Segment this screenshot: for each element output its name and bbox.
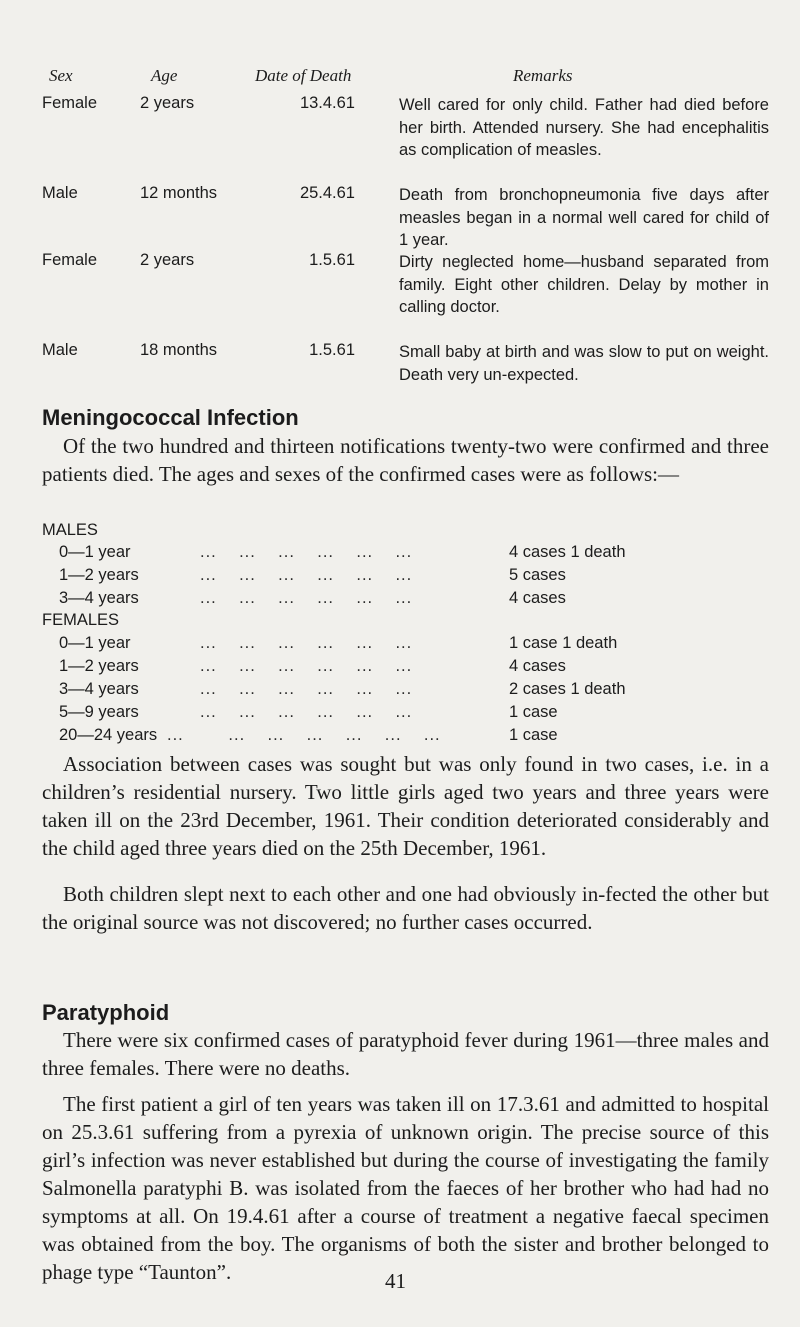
deaths-table-header — [0, 66, 800, 90]
cell-remarks: Death from bronchopneumonia five days after measles began in a normal well cared for child of 1 year. — [399, 186, 769, 249]
males-label: MALES — [42, 521, 98, 539]
cell-remarks: Dirty neglected home—husband separated from family. Eight other children. Delay by mother in calling doctor. — [399, 253, 769, 316]
leader-dots: ... ... ... ... ... ... — [200, 657, 413, 675]
header-sex: Sex — [49, 66, 73, 85]
leader-dots: ... ... ... ... ... ... ... — [167, 726, 441, 744]
case-row — [0, 589, 800, 611]
leader-dots: ... ... ... ... ... ... — [200, 680, 413, 698]
meningococcal-paragraph-2: Both children slept next to each other and one had obviously in-fected the other but the original source was not discovered; no further cases occurred. — [42, 882, 769, 934]
females-label: FEMALES — [42, 611, 120, 629]
paratyphoid-paragraph-1: There were six confirmed cases of paratyphoid fever during 1961—three males and three females. There were no deaths. — [42, 1028, 769, 1080]
section-heading-paratyphoid: Paratyphoid — [42, 1000, 170, 1025]
page-number: 41 — [385, 1269, 406, 1293]
case-age: 3—4 years — [59, 589, 139, 607]
cell-age: 12 months — [140, 184, 218, 202]
leader-dots: ... ... ... ... ... ... — [200, 566, 413, 584]
case-result: 4 cases 1 death — [509, 543, 626, 561]
cell-age: 18 months — [140, 341, 218, 359]
case-age: 0—1 year — [59, 543, 131, 561]
case-result: 5 cases — [509, 566, 566, 584]
header-date: Date of Death — [255, 66, 352, 85]
leader-dots: ... ... ... ... ... ... — [200, 634, 413, 652]
header-age: Age — [151, 66, 178, 85]
case-result: 4 cases — [509, 589, 566, 607]
cell-sex: Female — [42, 94, 98, 112]
case-age: 0—1 year — [59, 634, 131, 652]
header-remarks: Remarks — [513, 66, 573, 85]
cell-date: 25.4.61 — [299, 184, 355, 202]
case-result: 1 case — [509, 726, 558, 744]
case-row — [0, 657, 800, 679]
case-result: 2 cases 1 death — [509, 680, 626, 698]
cell-date: 1.5.61 — [309, 341, 355, 359]
case-row — [0, 680, 800, 702]
section-heading-meningococcal: Meningococcal Infection — [42, 405, 299, 430]
cell-sex: Female — [42, 251, 98, 269]
leader-dots: ... ... ... ... ... ... — [200, 589, 413, 607]
cell-remarks: Well cared for only child. Father had died before her birth. Attended nursery. She had encephalitis as complication of measles. — [399, 96, 769, 159]
cell-sex: Male — [42, 184, 78, 202]
case-result: 1 case — [509, 703, 558, 721]
leader-dots: ... ... ... ... ... ... — [200, 703, 413, 721]
case-row — [0, 566, 800, 588]
cell-remarks: Small baby at birth and was slow to put on weight. Death very un-expected. — [399, 343, 769, 384]
cell-sex: Male — [42, 341, 78, 359]
cell-age: 2 years — [140, 94, 195, 112]
meningococcal-paragraph-1: Association between cases was sought but was only found in two cases, i.e. in a children’s residential nursery. Two little girls aged two years and three years were taken ill on the 23rd December, 1961. Their condition deteriorated considerably and the child aged three years died on the 25th December, 1961. — [42, 752, 769, 860]
case-row — [0, 543, 800, 565]
case-age: 20—24 years — [59, 726, 158, 744]
case-age: 3—4 years — [59, 680, 139, 698]
case-age: 1—2 years — [59, 657, 139, 675]
case-row — [0, 703, 800, 725]
case-result: 1 case 1 death — [509, 634, 618, 652]
case-age: 5—9 years — [59, 703, 139, 721]
paratyphoid-paragraph-2: The first patient a girl of ten years was taken ill on 17.3.61 and admitted to hospital on 25.3.61 suffering from a pyrexia of unknown origin. The precise source of this girl’s infection was never established but during the course of investigating the family Salmonella paratyphi B. was isolated from the faeces of her brother who had had no symptoms at all. On 19.4.61 after a course of treatment a negative faecal specimen was obtained from the boy. The organisms of both the sister and brother belonged to phage type “Taunton”. — [42, 1092, 769, 1284]
leader-dots: ... ... ... ... ... ... — [200, 543, 413, 561]
cell-date: 13.4.61 — [299, 94, 355, 112]
cell-age: 2 years — [140, 251, 195, 269]
case-row — [0, 634, 800, 656]
case-age: 1—2 years — [59, 566, 139, 584]
meningococcal-intro: Of the two hundred and thirteen notifications twenty-two were confirmed and three patients died. The ages and sexes of the confirmed cases were as follows:— — [42, 434, 769, 486]
cell-date: 1.5.61 — [309, 251, 355, 269]
case-result: 4 cases — [509, 657, 566, 675]
case-row — [0, 726, 800, 748]
